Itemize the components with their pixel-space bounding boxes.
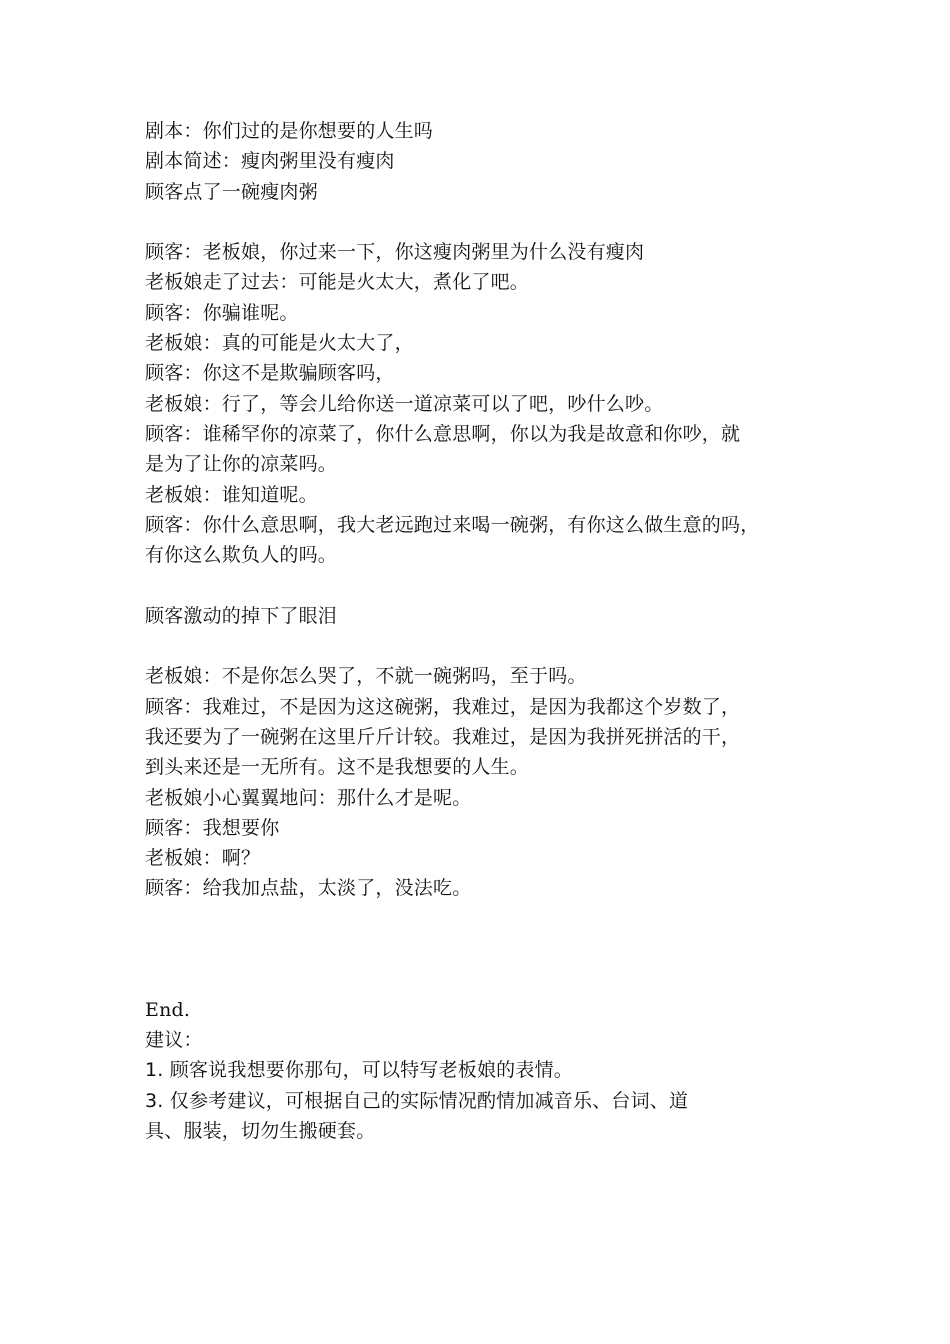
dialogue-line: 老板娘：行了，等会儿给你送一道凉菜可以了吧，吵什么吵。 bbox=[145, 392, 664, 415]
dialogue-line: 到头来还是一无所有。这不是我想要的人生。 bbox=[145, 756, 530, 779]
dialogue-line: 顾客：我难过，不是因为这这碗粥，我难过，是因为我都这个岁数了， bbox=[145, 695, 741, 718]
dialogue-line: 老板娘：啊？ bbox=[145, 847, 261, 870]
script-body bbox=[145, 116, 815, 1146]
dialogue-line: 有你这么欺负人的吗。 bbox=[145, 544, 338, 567]
dialogue-line: 顾客：你骗谁呢。 bbox=[145, 301, 299, 324]
scene-intro: 顾客点了一碗瘦肉粥 bbox=[145, 180, 318, 203]
script-summary: 剧本简述：瘦肉粥里没有瘦肉 bbox=[145, 150, 395, 173]
paragraph-gap bbox=[145, 570, 815, 600]
dialogue-line: 顾客：给我加点盐，太淡了，没法吃。 bbox=[145, 877, 472, 900]
suggestions-title: 建议： bbox=[145, 1029, 203, 1052]
dialogue-line: 顾客：你什么意思啊，我大老远跑过来喝一碗粥，有你这么做生意的吗， bbox=[145, 513, 760, 536]
dialogue-line: 老板娘走了过去：可能是火太大，煮化了吧。 bbox=[145, 271, 530, 294]
dialogue-line: 老板娘：真的可能是火太大了， bbox=[145, 332, 414, 355]
dialogue-line: 顾客：老板娘，你过来一下，你这瘦肉粥里为什么没有瘦肉 bbox=[145, 241, 645, 264]
end-label: End. bbox=[145, 998, 191, 1021]
dialogue-line: 顾客：谁稀罕你的凉菜了，你什么意思啊，你以为我是故意和你吵，就 bbox=[145, 422, 741, 445]
script-title: 剧本：你们过的是你想要的人生吗 bbox=[145, 120, 434, 142]
dialogue-line: 老板娘：不是你怎么哭了，不就一碗粥吗，至于吗。 bbox=[145, 665, 587, 688]
dialogue-line: 老板娘小心翼翼地问：那什么才是呢。 bbox=[145, 786, 472, 809]
suggestion-item-continued: 具、服装，切勿生搬硬套。 bbox=[145, 1119, 376, 1142]
dialogue-line: 我还要为了一碗粥在这里斤斤计较。我难过，是因为我拼死拼活的干， bbox=[145, 725, 741, 748]
suggestion-item: 1. 顾客说我想要你那句，可以特写老板娘的表情。 bbox=[145, 1059, 573, 1082]
dialogue-line: 顾客：我想要你 bbox=[145, 816, 280, 839]
dialogue-line: 老板娘：谁知道呢。 bbox=[145, 483, 318, 506]
dialogue-line: 顾客：你这不是欺骗顾客吗， bbox=[145, 362, 395, 385]
section-gap bbox=[145, 904, 815, 995]
suggestion-item: 3. 仅参考建议，可根据自己的实际情况酌情加减音乐、台词、道 bbox=[145, 1089, 689, 1112]
dialogue-line: 是为了让你的凉菜吗。 bbox=[145, 453, 338, 476]
paragraph-gap bbox=[145, 207, 815, 237]
paragraph-gap bbox=[145, 631, 815, 661]
stage-direction: 顾客激动的掉下了眼泪 bbox=[145, 604, 338, 627]
